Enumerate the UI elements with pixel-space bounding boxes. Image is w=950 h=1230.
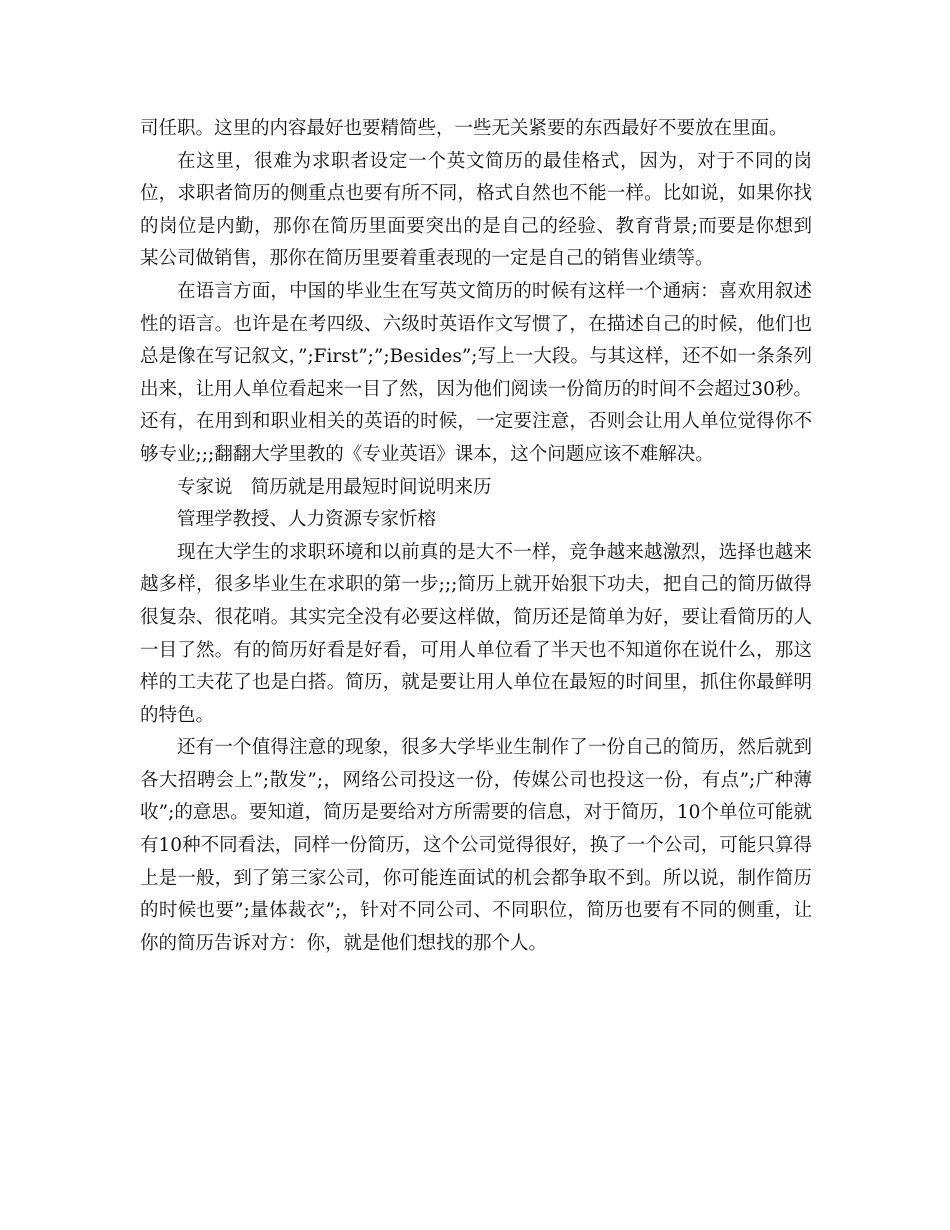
paragraph-2: 在这里，很难为求职者设定一个英文简历的最佳格式，因为，对于不同的岗位，求职者简历的侧重点也要有所不同，格式自然也不能一样。比如说，如果你找的岗位是内勤，那你在简历里面要突出的是自己的经验、教育背景;而要是你想到某公司做销售，那你在简历里要着重表现的一定是自己的销售业绩等。 <box>140 150 812 270</box>
document-body <box>140 113 812 960</box>
paragraph-5: 还有一个值得注意的现象，很多大学毕业生制作了一份自己的简历，然后就到各大招聘会上”;散发”;，网络公司投这一份，传媒公司也投这一份，有点”;广种薄收”;的意思。要知道，简历是要给对方所需要的信息，对于简历，10个单位可能就有10种不同看法，同样一份简历，这个公司觉得很好，换了一个公司，可能只算得上是一般，到了第三家公司，你可能连面试的机会都争取不到。所以说，制作简历的时候也要”;量体裁衣”;，针对不同公司、不同职位，简历也要有不同的侧重，让你的简历告诉对方：你，就是他们想找的那个人。 <box>140 737 812 954</box>
paragraph-3: 在语言方面，中国的毕业生在写英文简历的时候有这样一个通病：喜欢用叙述性的语言。也许是在考四级、六级时英语作文写惯了，在描述自己的时候，他们也总是像在写记叙文，”;First”;”;Besides”;写上一大段。与其这样，还不如一条条列出来，让用人单位看起来一目了然，因为他们阅读一份简历的时间不会超过30秒。还有，在用到和职业相关的英语的时候，一定要注意，否则会让用人单位觉得你不够专业;;;翻翻大学里教的《专业英语》课本，这个问题应该不难解决。 <box>140 280 812 465</box>
expert-byline: 管理学教授、人力资源专家忻榕 <box>177 509 437 531</box>
section-heading: 专家说 简历就是用最短时间说明来历 <box>177 476 492 498</box>
paragraph-1: 司任职。这里的内容最好也要精简些，一些无关紧要的东西最好不要放在里面。 <box>140 118 788 139</box>
paragraph-4: 现在大学生的求职环境和以前真的是大不一样，竞争越来越激烈，选择也越来越多样，很多毕业生在求职的第一步;;;简历上就开始狠下功夫，把自己的简历做得很复杂、很花哨。其实完全没有必要这样做，简历还是简单为好，要让看简历的人一目了然。有的简历好看是好看，可用人单位看了半天也不知道你在说什么，那这样的工夫花了也是白搭。简历，就是要让用人单位在最短的时间里，抓住你最鲜明的特色。 <box>140 541 812 726</box>
